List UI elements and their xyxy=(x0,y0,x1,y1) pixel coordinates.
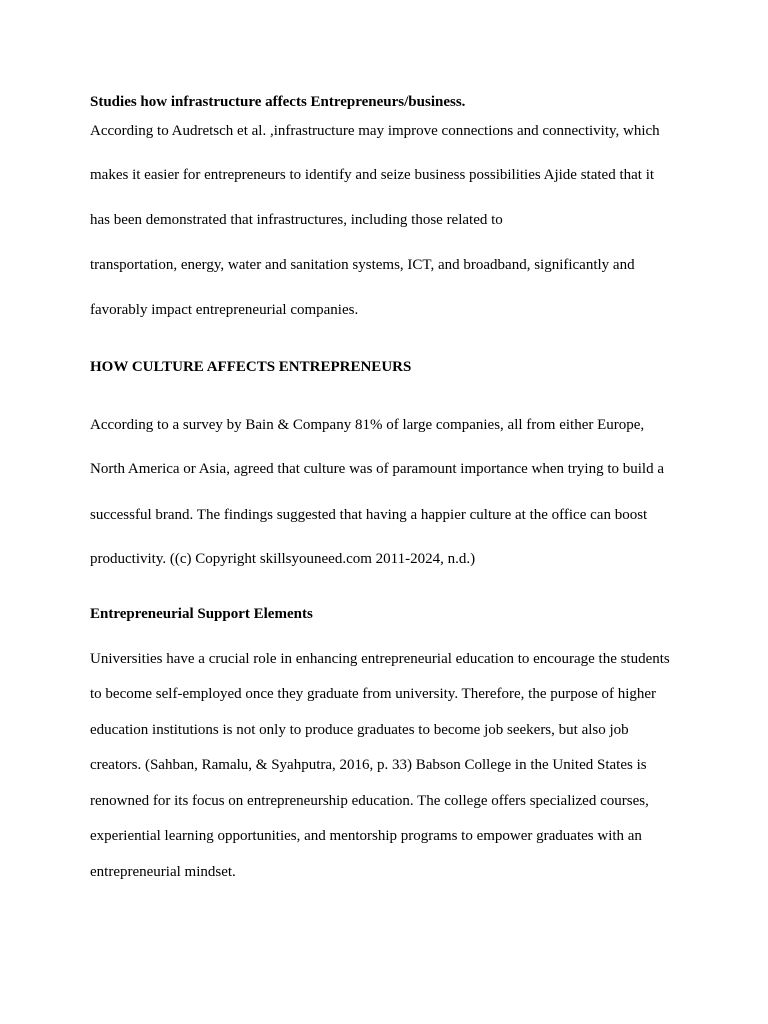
paragraph-line: North America or Asia, agreed that culture was of paramount importance when trying to build a xyxy=(90,461,664,477)
paragraph-line: has been demonstrated that infrastructures, including those related to xyxy=(90,212,503,228)
paragraph-line: experiential learning opportunities, and mentorship programs to empower graduates with an xyxy=(90,828,642,844)
paragraph-line: transportation, energy, water and sanitation systems, ICT, and broadband, significantly and xyxy=(90,257,635,273)
paragraph-line: to become self-employed once they graduate from university. Therefore, the purpose of higher xyxy=(90,686,657,702)
paragraph-line: productivity. ((c) Copyright skillsyouneed.com 2011-2024, n.d.) xyxy=(90,551,476,567)
paragraph-line: education institutions is not only to produce graduates to become job seekers, but also job xyxy=(90,722,629,738)
section-heading-culture: HOW CULTURE AFFECTS ENTREPRENEURS xyxy=(90,359,412,375)
paragraph-line: favorably impact entrepreneurial companies. xyxy=(90,302,359,318)
paragraph-line: renowned for its focus on entrepreneurship education. The college offers specialized courses, xyxy=(90,793,649,809)
paragraph-line: According to Audretsch et al. ,infrastructure may improve connections and connectivity, which xyxy=(90,123,660,139)
section-heading-support: Entrepreneurial Support Elements xyxy=(90,606,313,622)
paragraph-line: Universities have a crucial role in enhancing entrepreneurial education to encourage the students xyxy=(90,651,670,667)
paragraph-line: creators. (Sahban, Ramalu, & Syahputra, 2016, p. 33) Babson College in the United States is xyxy=(90,757,647,773)
paragraph-line: entrepreneurial mindset. xyxy=(90,864,236,880)
section-heading-infrastructure: Studies how infrastructure affects Entrepreneurs/business. xyxy=(90,94,466,110)
paragraph-line: successful brand. The findings suggested that having a happier culture at the office can boost xyxy=(90,507,648,523)
paragraph-line: makes it easier for entrepreneurs to identify and seize business possibilities Ajide stated that it xyxy=(90,167,655,183)
paragraph-line: According to a survey by Bain & Company 81% of large companies, all from either Europe, xyxy=(90,417,645,433)
